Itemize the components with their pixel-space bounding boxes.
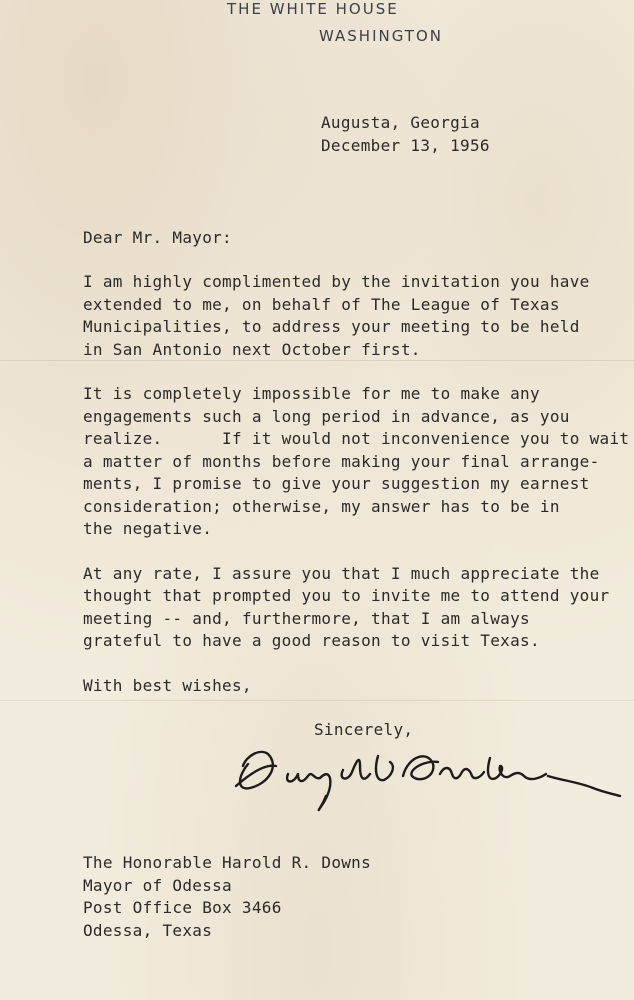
closing-wishes: With best wishes, [83,676,252,695]
recipient-name: The Honorable Harold R. Downs [83,853,372,872]
paper-fold-line [0,700,634,701]
letterhead-org: THE WHITE HOUSE [227,0,399,18]
dateline-place: Augusta, Georgia [321,113,480,132]
paragraph-line: extended to me, on behalf of The League of Texas [83,295,560,314]
signature-icon [228,736,628,816]
paragraph-line: in San Antonio next October first. [83,340,421,359]
paragraph-line: At any rate, I assure you that I much appreciate the [83,564,600,583]
recipient-title: Mayor of Odessa [83,876,232,895]
paragraph-line: It is completely impossible for me to make any [83,384,540,403]
paragraph-line: consideration; otherwise, my answer has to be in [83,497,560,516]
paragraph-line: meeting -- and, furthermore, that I am always [83,609,530,628]
closing: Sincerely, [314,720,414,739]
recipient-city: Odessa, Texas [83,921,213,940]
recipient-address: Post Office Box 3466 [83,898,282,917]
salutation: Dear Mr. Mayor: [83,228,232,247]
paragraph-line: a matter of months before making your final arrange- [83,452,600,471]
paragraph-line: engagements such a long period in advance, as you [83,407,570,426]
paragraph-line: ments, I promise to give your suggestion my earnest [83,474,590,493]
paragraph-line: Municipalities, to address your meeting to be held [83,317,580,336]
paragraph-line: I am highly complimented by the invitation you have [83,272,590,291]
paragraph-line: grateful to have a good reason to visit Texas. [83,631,540,650]
paragraph-line: thought that prompted you to invite me to attend your [83,586,610,605]
paragraph-line: the negative. [83,519,213,538]
paragraph-line: realize. If it would not inconvenience you to wait [83,429,630,448]
letterhead-city: WASHINGTON [319,27,443,45]
dateline-date: December 13, 1956 [321,136,490,155]
